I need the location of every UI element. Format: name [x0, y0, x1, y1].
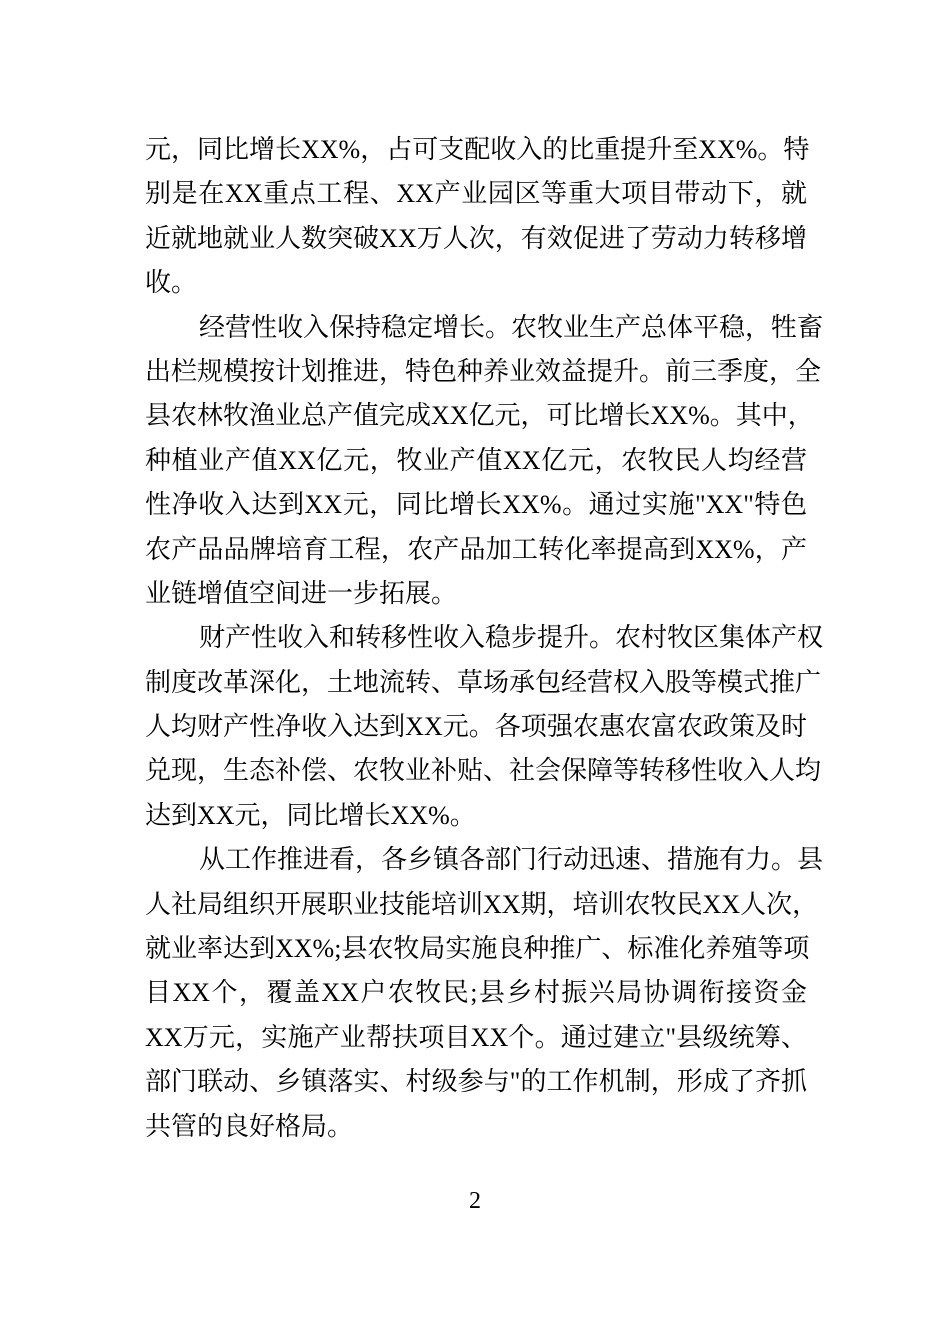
document-body — [145, 128, 824, 1149]
paragraph — [145, 616, 824, 838]
paragraph — [145, 128, 810, 306]
text-line: 目XX个，覆盖XX户农牧民;县乡村振兴局协调衔接资金 — [145, 978, 807, 1008]
text-line: 部门联动、乡镇落实、村级参与"的工作机制，形成了齐抓 — [145, 1067, 807, 1097]
paragraph — [145, 838, 824, 1149]
text-line: 人社局组织开展职业技能培训XX期，培训农牧民XX人次， — [145, 889, 819, 919]
text-line: 近就地就业人数突破XX万人次，有效促进了劳动力转移增 — [145, 223, 807, 253]
text-line: 经营性收入保持稳定增长。农牧业生产总体平稳，牲畜 — [199, 312, 824, 342]
text-line: 性净收入达到XX元，同比增长XX%。通过实施"XX"特色 — [145, 490, 807, 520]
paragraph — [145, 306, 824, 617]
text-line: 就业率达到XX%;县农牧局实施良种推广、标准化养殖等项 — [145, 934, 810, 964]
text-line: 业链增值空间进一步拓展。 — [145, 578, 458, 608]
text-line: 财产性收入和转移性收入稳步提升。农村牧区集体产权 — [199, 623, 824, 653]
text-line: 制度改革深化，土地流转、草场承包经营权入股等模式推广 — [145, 667, 822, 697]
text-line: 共管的良好格局。 — [145, 1111, 354, 1141]
text-line: 县农林牧渔业总产值完成XX亿元，可比增长XX%。其中， — [145, 401, 814, 431]
page-number: 2 — [469, 1188, 481, 1214]
text-line: 兑现，生态补偿、农牧业补贴、社会保障等转移性收入人均 — [145, 756, 822, 786]
text-line: 种植业产值XX亿元，牧业产值XX亿元，农牧民人均经营 — [145, 445, 807, 475]
text-line: 达到XX元，同比增长XX%。 — [145, 800, 476, 830]
text-line: 从工作推进看，各乡镇各部门行动迅速、措施有力。县 — [199, 845, 824, 875]
text-line: 出栏规模按计划推进，特色种养业效益提升。前三季度，全 — [145, 356, 822, 386]
text-line: 人均财产性净收入达到XX元。各项强农惠农富农政策及时 — [145, 712, 807, 742]
text-line: 农产品品牌培育工程，农产品加工转化率提高到XX%，产 — [145, 534, 807, 564]
text-line: 收。 — [145, 268, 198, 298]
text-line: 别是在XX重点工程、XX产业园区等重大项目带动下，就 — [145, 179, 807, 209]
text-line: XX万元，实施产业帮扶项目XX个。通过建立"县级统筹、 — [145, 1022, 807, 1052]
text-line: 元，同比增长XX%，占可支配收入的比重提升至XX%。特 — [145, 135, 810, 164]
